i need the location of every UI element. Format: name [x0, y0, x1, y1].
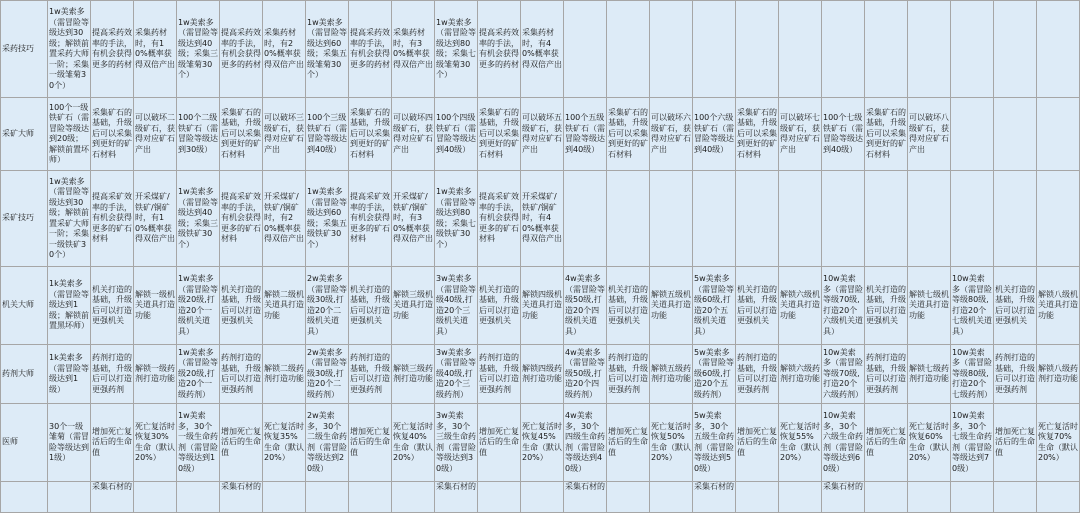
- table-cell[interactable]: 10w美索多（需冒险等级70级,打造20个六级机关道具）: [822, 267, 865, 345]
- table-cell[interactable]: 机关打造的基础，升级后可以打造更强机关: [865, 267, 908, 345]
- table-cell[interactable]: [349, 482, 392, 513]
- table-cell[interactable]: [779, 1, 822, 98]
- table-cell[interactable]: [263, 482, 306, 513]
- table-cell[interactable]: 开采煤矿/铁矿/铜矿时，有40%概率获得双倍产出: [521, 171, 564, 267]
- table-cell[interactable]: 2w美索多（需冒险等级30级,打造20个二级药剂）: [306, 345, 349, 404]
- table-cell[interactable]: 药剂打造的基础，升级后可以打造更强药剂: [349, 345, 392, 404]
- table-cell[interactable]: 10w美索多（需冒险等级80级,打造20个七级机关道具）: [951, 267, 994, 345]
- table-cell[interactable]: 提高采药效率的手法，有机会获得更多的药材: [220, 1, 263, 98]
- table-cell[interactable]: 1w美索多（需冒险等级20级,打造20个一级药剂）: [177, 345, 220, 404]
- table-cell[interactable]: [650, 171, 693, 267]
- table-cell[interactable]: 1w美索多（需冒险等级达到60级；采集五级铁矿30个）: [306, 171, 349, 267]
- table-cell[interactable]: 采集矿石的基础，升级后可以采集到更好的矿石材料: [220, 98, 263, 171]
- table-cell[interactable]: [736, 1, 779, 98]
- table-cell[interactable]: 解锁一级药剂打造功能: [134, 345, 177, 404]
- table-cell[interactable]: 死亡复活时恢复60%生命（默认20%）: [908, 404, 951, 482]
- table-row: [1, 404, 1080, 482]
- table-cell[interactable]: [736, 171, 779, 267]
- table-cell[interactable]: 100个三级铁矿石（需冒险等级达到40级）: [306, 98, 349, 171]
- table-cell[interactable]: 增加死亡复活后的生命值: [865, 404, 908, 482]
- table-cell[interactable]: 1k美索多（需冒险等级达到1级；解锁前置黑坏师）: [48, 267, 91, 345]
- table-cell[interactable]: 1w美索多（需冒险等级达到60级；采集五级雏菊30个）: [306, 1, 349, 98]
- table-cell[interactable]: 机关打造的基础，升级后可以打造更强机关: [607, 267, 650, 345]
- table-cell[interactable]: 1w美索多（需冒险等级20级,打造20个一级机关道具）: [177, 267, 220, 345]
- table-cell[interactable]: 可以破坏八级矿石，获得对应矿石产出: [908, 98, 951, 171]
- table-cell[interactable]: 采集矿石的基础，升级后可以采集到更好的矿石材料: [865, 98, 908, 171]
- table-cell[interactable]: 1w美索多（需冒险等级达到40级；采集三级铁矿30个）: [177, 171, 220, 267]
- table-cell[interactable]: 1w美索多（需冒险等级达到30级；解锁前置采药大师一阶；采集一级雏菊30个）: [48, 1, 91, 98]
- table-cell[interactable]: 采集石材的: [91, 482, 134, 513]
- table-cell[interactable]: 机关打造的基础，升级后可以打造更强机关: [736, 267, 779, 345]
- table-cell[interactable]: 开采煤矿/铁矿/铜矿时，有10%概率获得双倍产出: [134, 171, 177, 267]
- table-cell[interactable]: 解锁五级药剂打造功能: [650, 345, 693, 404]
- table-cell[interactable]: 开采煤矿/铁矿/铜矿时，有30%概率获得双倍产出: [392, 171, 435, 267]
- table-cell[interactable]: 10w美索多（需冒险等级80级,打造20个七级药剂）: [951, 345, 994, 404]
- table-cell[interactable]: 采集药材时，有10%概率获得双倍产出: [134, 1, 177, 98]
- table-cell[interactable]: 采集矿石的基础，升级后可以采集到更好的矿石材料: [736, 98, 779, 171]
- table-cell[interactable]: 采集矿石的基础，升级后可以采集到更好的矿石材料: [478, 98, 521, 171]
- table-cell[interactable]: 100个七级铁矿石（需冒险等级达到40级）: [822, 98, 865, 171]
- table-cell[interactable]: 提高采矿效率的手法，有机会获得更多的矿石材料: [478, 171, 521, 267]
- table-cell[interactable]: 药剂打造的基础，升级后可以打造更强药剂: [607, 345, 650, 404]
- table-cell[interactable]: [908, 171, 951, 267]
- table-cell[interactable]: 可以破坏五级矿石，获得对应矿石产出: [521, 98, 564, 171]
- table-cell[interactable]: [994, 171, 1037, 267]
- table-cell[interactable]: 提高采矿效率的手法，有机会获得更多的矿石材料: [91, 171, 134, 267]
- table-cell[interactable]: 可以破坏七级矿石，获得对应矿石产出: [779, 98, 822, 171]
- table-cell[interactable]: 机关打造的基础，升级后可以打造更强机关: [91, 267, 134, 345]
- table-cell[interactable]: 死亡复活时恢复50%生命（默认20%）: [650, 404, 693, 482]
- table-cell[interactable]: [951, 1, 994, 98]
- table-cell[interactable]: [736, 482, 779, 513]
- table-cell[interactable]: 10w美索多（需冒险等级70级,打造20个六级药剂）: [822, 345, 865, 404]
- table-cell[interactable]: [177, 482, 220, 513]
- table-cell[interactable]: 解锁三级机关道具打造功能: [392, 267, 435, 345]
- table-cell[interactable]: [1037, 1, 1080, 98]
- table-cell[interactable]: 提高采矿效率的手法，有机会获得更多的矿石材料: [220, 171, 263, 267]
- table-cell[interactable]: 30个一级雏菊（需冒险等级达到1级）: [48, 404, 91, 482]
- table-row: [1, 267, 1080, 345]
- table-cell[interactable]: [908, 482, 951, 513]
- table-cell[interactable]: 机关打造的基础，升级后可以打造更强机关: [478, 267, 521, 345]
- table-cell[interactable]: 可以破坏四级矿石，获得对应矿石产出: [392, 98, 435, 171]
- row-header-cell[interactable]: [1, 482, 48, 513]
- table-cell[interactable]: 解锁二级药剂打造功能: [263, 345, 306, 404]
- table-cell[interactable]: 机关打造的基础，升级后可以打造更强机关: [994, 267, 1037, 345]
- table-cell[interactable]: 提高采药效率的手法，有机会获得更多的药材: [91, 1, 134, 98]
- table-cell[interactable]: 增加死亡复活后的生命值: [736, 404, 779, 482]
- table-cell[interactable]: [951, 482, 994, 513]
- table-cell[interactable]: 解锁七级药剂打造功能: [908, 345, 951, 404]
- table-cell[interactable]: 采集矿石的基础，升级后可以采集到更好的矿石材料: [91, 98, 134, 171]
- table-cell[interactable]: 死亡复活时恢复35%生命（默认20%）: [263, 404, 306, 482]
- table-cell[interactable]: 解锁一级机关道具打造功能: [134, 267, 177, 345]
- table-cell[interactable]: 药剂打造的基础，升级后可以打造更强药剂: [865, 345, 908, 404]
- table-cell[interactable]: 4w美索多（需冒险等级50级,打造20个四级药剂）: [564, 345, 607, 404]
- table-cell[interactable]: [693, 1, 736, 98]
- table-cell[interactable]: 解锁五级机关道具打造功能: [650, 267, 693, 345]
- table-cell[interactable]: [650, 482, 693, 513]
- table-cell[interactable]: [306, 482, 349, 513]
- table-row: [1, 98, 1080, 171]
- table-cell[interactable]: 100个四级铁矿石（需冒险等级达到40级）: [435, 98, 478, 171]
- table-cell[interactable]: 1k美索多（需冒险等级达到1级）: [48, 345, 91, 404]
- table-cell[interactable]: 解锁四级药剂打造功能: [521, 345, 564, 404]
- table-cell[interactable]: [908, 1, 951, 98]
- table-cell[interactable]: 解锁八级药剂打造功能: [1037, 345, 1080, 404]
- table-cell[interactable]: [779, 482, 822, 513]
- table-cell[interactable]: 死亡复活时恢复55%生命（默认20%）: [779, 404, 822, 482]
- table-cell[interactable]: [994, 1, 1037, 98]
- table-cell[interactable]: [564, 171, 607, 267]
- table-cell[interactable]: [607, 482, 650, 513]
- table-cell[interactable]: 4w美索多，30个四级生命药剂（需冒险等级达到40级）: [564, 404, 607, 482]
- table-cell[interactable]: [994, 482, 1037, 513]
- table-cell[interactable]: [822, 1, 865, 98]
- table-cell[interactable]: 1w美索多（需冒险等级达到80级；采集七级铁矿30个）: [435, 171, 478, 267]
- table-cell[interactable]: [779, 171, 822, 267]
- table-cell[interactable]: 解锁八级机关道具打造功能: [1037, 267, 1080, 345]
- table-cell[interactable]: 提高采矿效率的手法，有机会获得更多的矿石材料: [349, 171, 392, 267]
- table-cell[interactable]: 5w美索多，30个五级生命药剂（需冒险等级达到50级）: [693, 404, 736, 482]
- table-cell[interactable]: 增加死亡复活后的生命值: [220, 404, 263, 482]
- table-cell[interactable]: [951, 98, 994, 171]
- table-cell[interactable]: 提高采药效率的手法，有机会获得更多的药材: [349, 1, 392, 98]
- row-header-cell[interactable]: 采矿技巧: [1, 171, 48, 267]
- table-cell[interactable]: 解锁六级药剂打造功能: [779, 345, 822, 404]
- table-cell[interactable]: 增加死亡复活后的生命值: [994, 404, 1037, 482]
- table-cell[interactable]: 2w美索多（需冒险等级30级,打造20个二级机关道具）: [306, 267, 349, 345]
- table-cell[interactable]: 采集石材的: [822, 482, 865, 513]
- table-cell[interactable]: 采集药材时，有20%概率获得双倍产出: [263, 1, 306, 98]
- table-row: [1, 345, 1080, 404]
- table-cell[interactable]: 100个五级铁矿石（需冒险等级达到40级）: [564, 98, 607, 171]
- table-cell[interactable]: 解锁六级机关道具打造功能: [779, 267, 822, 345]
- table-cell[interactable]: [865, 482, 908, 513]
- table-cell[interactable]: 药剂打造的基础，升级后可以打造更强药剂: [478, 345, 521, 404]
- table-cell[interactable]: 药剂打造的基础，升级后可以打造更强药剂: [994, 345, 1037, 404]
- table-cell[interactable]: 死亡复活时恢复45%生命（默认20%）: [521, 404, 564, 482]
- table-cell[interactable]: 采集药材时，有30%概率获得双倍产出: [392, 1, 435, 98]
- row-header-cell[interactable]: 机关大师: [1, 267, 48, 345]
- table-cell[interactable]: [650, 1, 693, 98]
- table-cell[interactable]: [693, 171, 736, 267]
- table-cell[interactable]: 采集矿石的基础，升级后可以采集到更好的矿石材料: [607, 98, 650, 171]
- table-cell[interactable]: 药剂打造的基础，升级后可以打造更强药剂: [91, 345, 134, 404]
- table-cell[interactable]: [521, 482, 564, 513]
- table-cell[interactable]: 1w美索多（需冒险等级达到30级；解锁前置采矿大师一阶；采集一级铁矿30个）: [48, 171, 91, 267]
- table-cell[interactable]: 采集石材的: [564, 482, 607, 513]
- row-header-cell[interactable]: 采矿大师: [1, 98, 48, 171]
- table-cell[interactable]: 药剂打造的基础，升级后可以打造更强药剂: [736, 345, 779, 404]
- table-cell[interactable]: 机关打造的基础，升级后可以打造更强机关: [220, 267, 263, 345]
- table-cell[interactable]: 2w美索多，30个二级生命药剂（需冒险等级达到20级）: [306, 404, 349, 482]
- table-cell[interactable]: 采集石材的: [220, 482, 263, 513]
- table-cell[interactable]: [865, 171, 908, 267]
- row-header-cell[interactable]: 医师: [1, 404, 48, 482]
- table-row: [1, 171, 1080, 267]
- table-cell[interactable]: 1w美索多，30个一级生命药剂（需冒险等级达到10级）: [177, 404, 220, 482]
- table-cell[interactable]: [48, 482, 91, 513]
- table-cell[interactable]: 4w美索多（需冒险等级50级,打造20个四级机关道具）: [564, 267, 607, 345]
- table-cell[interactable]: [564, 1, 607, 98]
- table-cell[interactable]: 死亡复活时恢复40%生命（默认20%）: [392, 404, 435, 482]
- table-cell[interactable]: 可以破坏六级矿石，获得对应矿石产出: [650, 98, 693, 171]
- table-cell[interactable]: 增加死亡复活后的生命值: [91, 404, 134, 482]
- table-cell[interactable]: 5w美索多（需冒险等级60级,打造20个五级药剂）: [693, 345, 736, 404]
- table-cell[interactable]: [822, 171, 865, 267]
- table-cell[interactable]: 采集石材的: [693, 482, 736, 513]
- table-row: [1, 1, 1080, 98]
- table-cell[interactable]: [865, 1, 908, 98]
- row-header-cell[interactable]: 药剂大师: [1, 345, 48, 404]
- table-cell[interactable]: 机关打造的基础，升级后可以打造更强机关: [349, 267, 392, 345]
- table-cell[interactable]: 1w美索多（需冒险等级达到80级；采集七级雏菊30个）: [435, 1, 478, 98]
- table-cell[interactable]: [1037, 98, 1080, 171]
- table-cell[interactable]: [478, 482, 521, 513]
- table-cell[interactable]: 10w美索多，30个七级生命药剂（需冒险等级达到70级）: [951, 404, 994, 482]
- table-cell[interactable]: 采集石材的: [435, 482, 478, 513]
- table-cell[interactable]: 解锁三级药剂打造功能: [392, 345, 435, 404]
- table-cell[interactable]: [134, 482, 177, 513]
- table-cell[interactable]: 提高采药效率的手法，有机会获得更多的药材: [478, 1, 521, 98]
- table-cell[interactable]: 100个二级铁矿石（需冒险等级达到30级）: [177, 98, 220, 171]
- table-row: [1, 482, 1080, 513]
- table-cell[interactable]: 死亡复活时恢复70%生命（默认20%）: [1037, 404, 1080, 482]
- table-cell[interactable]: 死亡复活时恢复30%生命（默认20%）: [134, 404, 177, 482]
- table-cell[interactable]: 100个一级铁矿石（需冒险等级达到20级；解锁前置坏师）: [48, 98, 91, 171]
- table-cell[interactable]: 增加死亡复活后的生命值: [607, 404, 650, 482]
- table-cell[interactable]: [392, 482, 435, 513]
- table-cell[interactable]: 3w美索多，30个三级生命药剂（需冒险等级达到30级）: [435, 404, 478, 482]
- table-cell[interactable]: 5w美索多（需冒险等级60级,打造20个五级机关道具）: [693, 267, 736, 345]
- table-cell[interactable]: [994, 98, 1037, 171]
- table-cell[interactable]: [1037, 171, 1080, 267]
- table-cell[interactable]: 采集矿石的基础，升级后可以采集到更好的矿石材料: [349, 98, 392, 171]
- table-cell[interactable]: 可以破坏三级矿石，获得对应矿石产出: [263, 98, 306, 171]
- table-cell[interactable]: [1037, 482, 1080, 513]
- table-cell[interactable]: 采集药材时，有40%概率获得双倍产出: [521, 1, 564, 98]
- row-header-cell[interactable]: 采药技巧: [1, 1, 48, 98]
- table-cell[interactable]: [607, 1, 650, 98]
- table-cell[interactable]: 开采煤矿/铁矿/铜矿时，有20%概率获得双倍产出: [263, 171, 306, 267]
- table-cell[interactable]: 解锁二级机关道具打造功能: [263, 267, 306, 345]
- table-cell[interactable]: 解锁四级机关道具打造功能: [521, 267, 564, 345]
- skill-table-body: [1, 1, 1080, 513]
- table-cell[interactable]: 10w美索多，30个六级生命药剂（需冒险等级达到60级）: [822, 404, 865, 482]
- table-cell[interactable]: 可以破坏二级矿石，获得对应矿石产出: [134, 98, 177, 171]
- table-cell[interactable]: [607, 171, 650, 267]
- table-cell[interactable]: 100个六级铁矿石（需冒险等级达到40级）: [693, 98, 736, 171]
- table-cell[interactable]: 3w美索多（需冒险等级40级,打造20个三级药剂）: [435, 345, 478, 404]
- table-cell[interactable]: [951, 171, 994, 267]
- table-cell[interactable]: 增加死亡复活后的生命值: [349, 404, 392, 482]
- table-cell[interactable]: 药剂打造的基础，升级后可以打造更强药剂: [220, 345, 263, 404]
- table-cell[interactable]: 增加死亡复活后的生命值: [478, 404, 521, 482]
- table-cell[interactable]: 1w美索多（需冒险等级达到40级；采集三级雏菊30个）: [177, 1, 220, 98]
- table-cell[interactable]: 3w美索多（需冒险等级40级,打造20个三级机关道具）: [435, 267, 478, 345]
- table-cell[interactable]: 解锁七级机关道具打造功能: [908, 267, 951, 345]
